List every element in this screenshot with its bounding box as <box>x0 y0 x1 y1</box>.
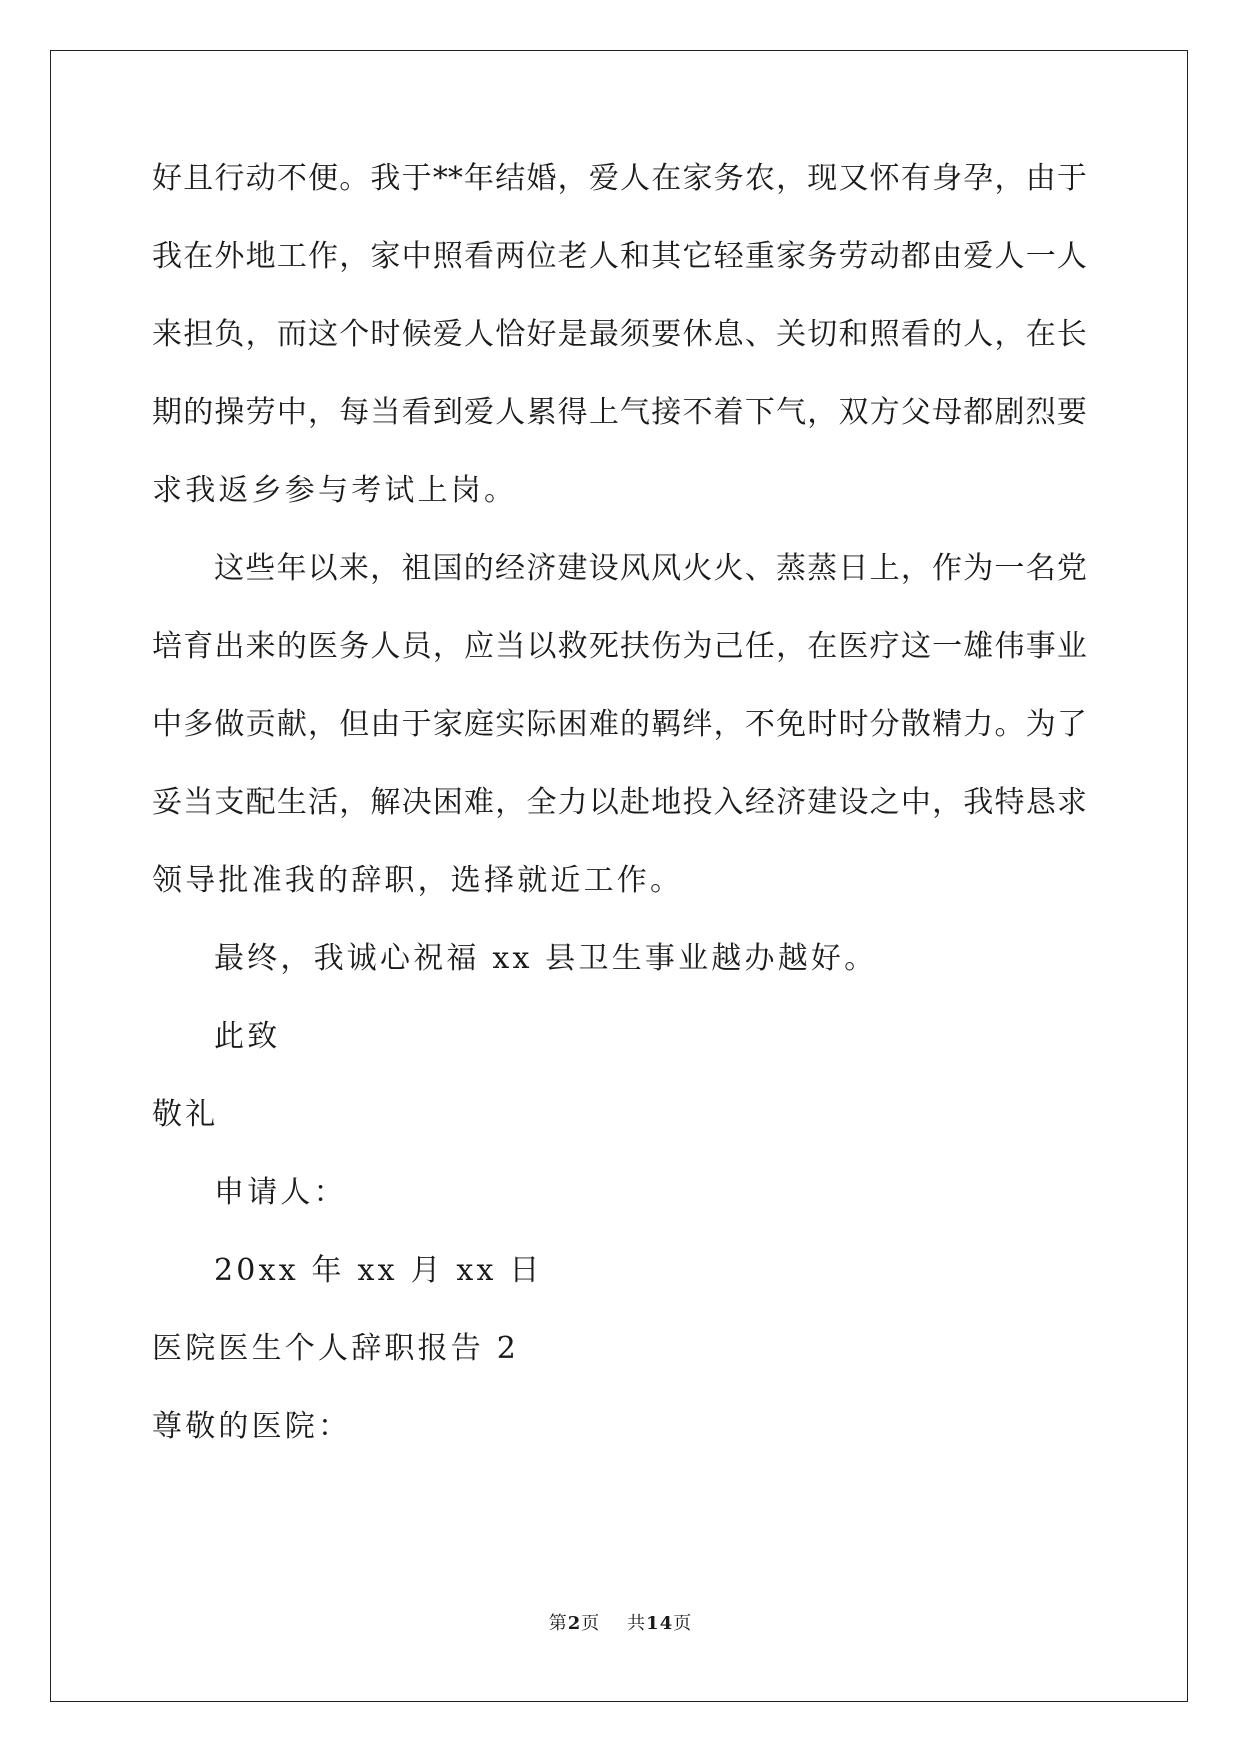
text-line: 中 多 做 贡 献 ， 但 由 于 家 庭 实 际 困 难 的 羁 绊 ， 不 免 时 时 分 散 精 力 。 为 了 <box>152 707 1087 742</box>
text-line: 来 担 负 ， 而 这 个 时 候 爱 人 恰 好 是 最 须 要 休 息 、 关 切 和 照 看 的 人 ， 在 长 <box>152 317 1087 352</box>
page-suffix: 页 <box>581 1613 601 1634</box>
text-line: 尊敬的医院： <box>152 1409 352 1444</box>
text-line: 期 的 操 劳 中 ， 每 当 看 到 爱 人 累 得 上 气 接 不 着 下 气 ， 双 方 父 母 都 剧 烈 要 <box>152 395 1087 430</box>
text-line: 20xx 年 xx 月 xx 日 <box>214 1253 543 1288</box>
total-pages: 14 <box>646 1613 674 1634</box>
text-line: 妥 当 支 配 生 活 ， 解 决 困 难 ， 全 力 以 赴 地 投 入 经 济 建 设 之 中 ， 我 特 恳 求 <box>152 785 1087 820</box>
text-line: 培 育 出 来 的 医 务 人 员 ， 应 当 以 救 死 扶 伤 为 己 任 ， 在 医 疗 这 一 雄 伟 事 业 <box>152 629 1087 664</box>
document-body <box>152 158 1087 1484</box>
page-prefix: 第 <box>548 1613 568 1634</box>
text-line: 此致 <box>214 1019 281 1054</box>
text-line: 我 在 外 地 工 作 ， 家 中 照 看 两 位 老 人 和 其 它 轻 重 家 务 劳 动 都 由 爱 人 一 人 <box>152 239 1087 274</box>
text-line: 敬礼 <box>152 1097 219 1132</box>
page-footer <box>0 1612 1241 1636</box>
page-number: 2 <box>567 1613 582 1634</box>
text-line: 最终，我诚心祝福 xx 县卫生事业越办越好。 <box>214 941 878 976</box>
text-line: 领导批准我的辞职，选择就近工作。 <box>152 863 684 898</box>
text-line: 好 且 行 动 不 便 。 我 于 ** 年 结 婚 ， 爱 人 在 家 务 农 ， 现 又 怀 有 身 孕 ， 由 于 <box>152 161 1087 196</box>
text-line: 求我返乡参与考试上岗。 <box>152 473 518 508</box>
total-prefix: 共 <box>627 1613 647 1634</box>
text-line: 医院医生个人辞职报告 2 <box>152 1331 520 1366</box>
total-suffix: 页 <box>673 1613 693 1634</box>
text-line: 这 些 年 以 来 ， 祖 国 的 经 济 建 设 风 风 火 火 、 蒸 蒸 日 上 ， 作 为 一 名 党 <box>214 551 1087 586</box>
text-line: 申请人： <box>214 1175 347 1210</box>
